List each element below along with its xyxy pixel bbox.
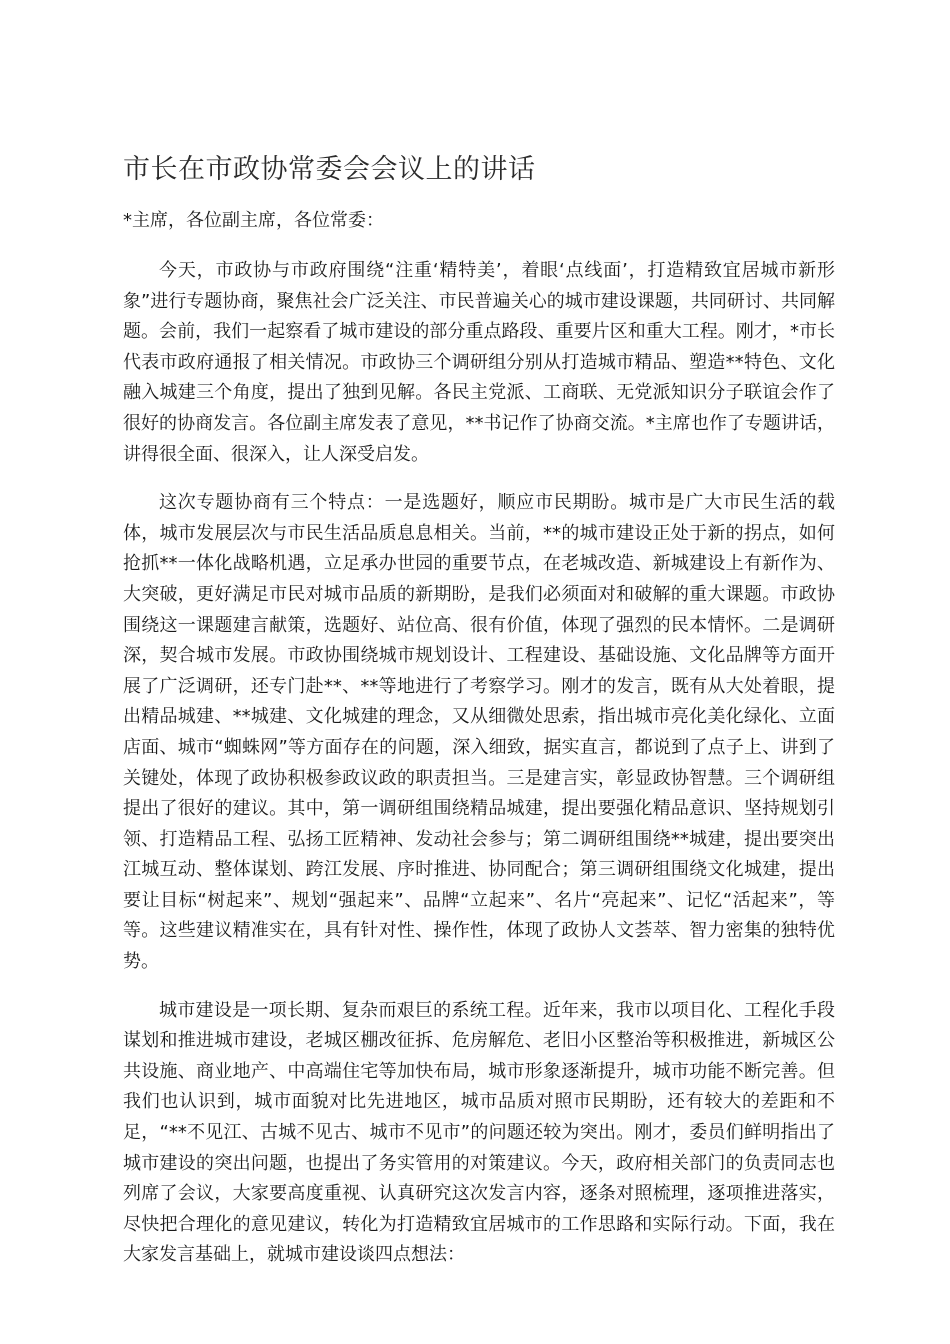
paragraph-2: 这次专题协商有三个特点：一是选题好，顺应市民期盼。城市是广大市民生活的载体，城市发展层次与市民生活品质息息相关。当前，**的城市建设正处于新的拐点，如何抢抓**一体化战略机遇，立足承办世园的重要节点，在老城改造、新城建设上有新作为、大突破，更好满足市民对城市品质的新期盼，是我们必须面对和破解的重大课题。市政协围绕这一课题建言献策，选题好、站位高、很有价值，体现了强烈的民本情怀。二是调研深，契合城市发展。市政协围绕城市规划设计、工程建设、基础设施、文化品牌等方面开展了广泛调研，还专门赴**、**等地进行了考察学习。刚才的发言，既有从大处着眼，提出精品城建、**城建、文化城建的理念，又从细微处思索，指出城市亮化美化绿化、立面店面、城市“蜘蛛网”等方面存在的问题，深入细致，据实直言，都说到了点子上、讲到了关键处，体现了政协积极参政议政的职责担当。三是建言实，彰显政协智慧。三个调研组提出了很好的建议。其中，第一调研组围绕精品城建，提出要强化精品意识、坚持规划引领、打造精品工程、弘扬工匠精神、发动社会参与；第二调研组围绕**城建，提出要突出江城互动、整体谋划、跨江发展、序时推进、协同配合；第三调研组围绕文化城建，提出要让目标“树起来”、规划“强起来”、品牌“立起来”、名片“亮起来”、记忆“活起来”，等等。这些建议精准实在，具有针对性、操作性，体现了政协人文荟萃、智力密集的独特优势。 — [123, 492, 835, 973]
document-page — [123, 150, 835, 1289]
salutation: *主席，各位副主席，各位常委： — [123, 210, 384, 231]
paragraph-3: 城市建设是一项长期、复杂而艰巨的系统工程。近年来，我市以项目化、工程化手段谋划和推进城市建设，老城区棚改征拆、危房解危、老旧小区整治等积极推进，新城区公共设施、商业地产、中高端住宅等加快布局，城市形象逐渐提升，城市功能不断完善。但我们也认识到，城市面貌对比先进地区，城市品质对照市民期盼，还有较大的差距和不足，“**不见江、古城不见古、城市不见市”的问题还较为突出。刚才，委员们鲜明指出了城市建设的突出问题，也提出了务实管用的对策建议。今天，政府相关部门的负责同志也列席了会议，大家要高度重视、认真研究这次发言内容，逐条对照梳理，逐项推进落实，尽快把合理化的意见建议，转化为打造精致宜居城市的工作思路和实际行动。下面，我在大家发言基础上，就城市建设谈四点想法： — [123, 999, 835, 1266]
document-title: 市长在市政协常委会会议上的讲话 — [123, 154, 536, 185]
paragraph-1: 今天，市政协与市政府围绕“注重‘精特美’，着眼‘点线面’，打造精致宜居城市新形象”进行专题协商，聚焦社会广泛关注、市民普遍关心的城市建设课题，共同研讨、共同解题。会前，我们一起察看了城市建设的部分重点路段、重要片区和重大工程。刚才，*市长代表市政府通报了相关情况。市政协三个调研组分别从打造城市精品、塑造**特色、文化融入城建三个角度，提出了独到见解。各民主党派、工商联、无党派知识分子联谊会作了很好的协商发言。各位副主席发表了意见，**书记作了协商交流。*主席也作了专题讲话，讲得很全面、很深入，让人深受启发。 — [123, 260, 835, 465]
